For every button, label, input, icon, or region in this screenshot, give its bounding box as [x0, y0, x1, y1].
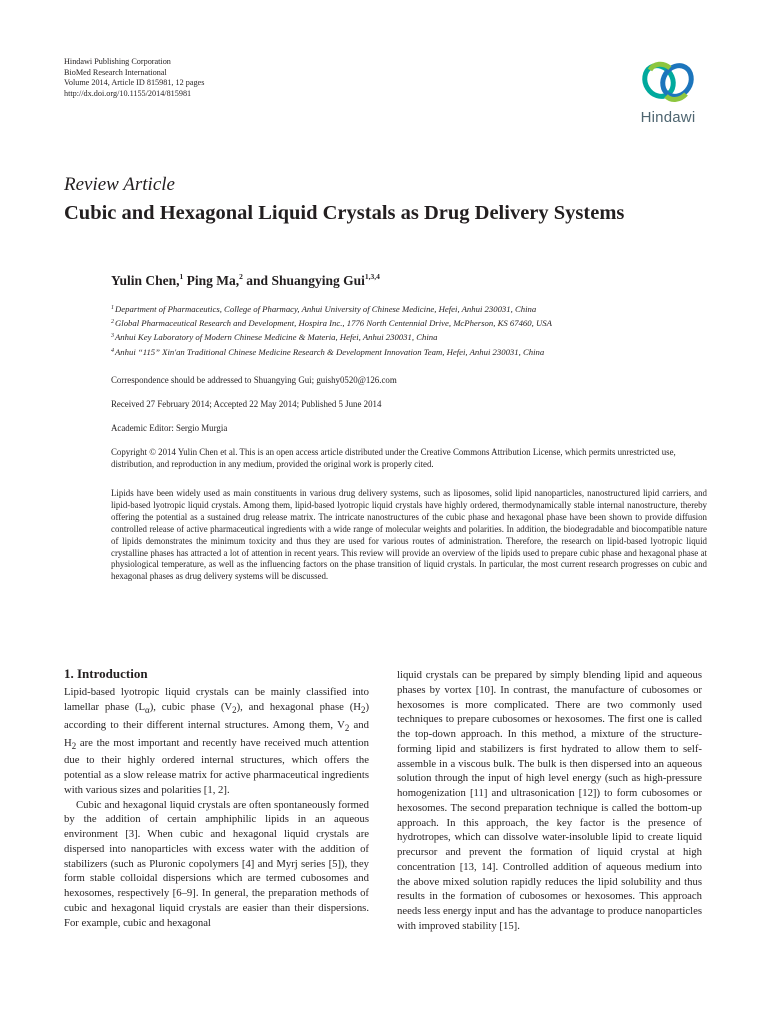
subscript: 2 [360, 704, 366, 715]
subscript: α [145, 704, 150, 715]
body-text: ), and hexagonal phase (H [236, 700, 361, 713]
author-name: Yulin Chen, [111, 273, 180, 288]
affiliation-item [111, 316, 552, 330]
affiliation-number: 2 [111, 319, 114, 326]
right-column [397, 668, 702, 934]
affiliation-item [111, 330, 552, 344]
affiliation-item [111, 302, 552, 316]
body-text: ) according to their different internal structures. Among them, V [64, 700, 369, 731]
correspondence-note: Correspondence should be addressed to Shuangying Gui; guishy0520@126.com [111, 375, 397, 385]
affiliation-text: Department of Pharmaceutics, College of Pharmacy, Anhui University of Chinese Medicine, Hefei, Anhui 230031, China [115, 304, 537, 314]
author-list [111, 272, 380, 289]
subscript: 2 [232, 704, 237, 715]
author-affiliation-ref[interactable]: 2 [239, 272, 243, 281]
publication-dates: Received 27 February 2014; Accepted 22 May 2014; Published 5 June 2014 [111, 399, 382, 409]
affiliation-number: 3 [111, 333, 114, 340]
abstract-text: Lipids have been widely used as main constituents in various drug delivery systems, such as liposomes, solid lipid nanoparticles, nanostructured lipid carriers, and lipid-based lyotropic liquid crystals. Among them, lipid-based lyotropic liquid crystals have highly ordered, thermodynamically stable internal nanostructure, thereby offering the potential as a sustained drug release matrix. The intricate nanostructures of the cubic phase and hexagonal phase have been shown to provide diffusion controlled release of active pharmaceutical ingredients with a wide range of molecular weights and polarities. In addition, the biodegradable and biocompatible nature of lipids demonstrates the minimum toxicity and thus they are used for various routes of administration. Therefore, the research on lipid-based lyotropic liquid crystalline phases has attracted a lot of attention in recent years. This review will provide an overview of the lipids used to prepare cubic phase and hexagonal phase at physiological temperature, as well as the influencing factors on the phase transition of liquid crystals. In particular, the most current research progresses on cubic and hexagonal phases as drug delivery systems will be discussed. [111, 488, 707, 582]
intro-paragraph-1 [64, 685, 369, 798]
article-title: Cubic and Hexagonal Liquid Crystals as Drug Delivery Systems [64, 202, 625, 224]
academic-editor: Academic Editor: Sergio Murgia [111, 423, 228, 433]
subscript: 2 [344, 722, 350, 733]
publisher-name: Hindawi Publishing Corporation [64, 57, 171, 66]
intro-paragraph-3: liquid crystals can be prepared by simply blending lipid and aqueous phases by vortex [10]. In contrast, the manufacture of cubosomes or hexosomes is more complicated. There are two commonly used techniques to prepare cubosomes or hexosomes. The first one is called the top-down approach. In this method, a mixture of the structure-forming lipid and stabilizers is first hydrated to allow them to self-assemble in a viscous bulk. The bulk is then dispersed into an aqueous solution through the input of high level energy (such as high-pressure homogenization [11] and ultrasonication [12]) to form cubosomes or hexosomes. The second preparation technique is called the bottom-up approach. In this approach, the key factor is the presence of hydrotropes, which can dissolve water-insoluble lipid to create liquid precursor and prevent the formation of liquid crystal at high concentration [13, 14]. Controlled addition of aqueous medium into the above mixed solution rapidly reduces the lipid solubility and thus results in the formation of cubosomes or hexosomes. This approach needs less energy input and has the advantage to produce nanoparticles with improved stability [15]. [397, 669, 702, 932]
author-name: and Shuangying Gui [242, 273, 365, 288]
affiliation-list [111, 302, 552, 359]
author-affiliation-ref[interactable]: 1,3,4 [364, 272, 380, 281]
affiliation-text: Global Pharmaceutical Research and Development, Hospira Inc., 1776 North Centennial Drive, McPherson, KS 67460, USA [115, 318, 552, 329]
affiliation-item [111, 345, 552, 359]
intro-paragraph-2: Cubic and hexagonal liquid crystals are often spontaneously formed by the addition of certain amphiphilic lipids in an aqueous environment [3]. When cubic and hexagonal liquid crystals are dispersed into nanoparticles with excess water with the addition of stabilizers (such as Pluronic copolymers [4] and Myrj series [5]), they form stable colloidal dispersions which are termed cubosomes and hexosomes, respectively [6–9]. In general, the preparation methods of cubic and hexagonal liquid crystals are easier than their dispersions. For example, cubic and hexagonal [64, 798, 369, 929]
hindawi-rings-icon [628, 58, 708, 106]
body-text: are the most important and recently have received much attention due to their highly ordered internal structures, which offers the potential as a slow release matrix for active pharmaceutical ingredients with various sizes and polarities [1, 2]. [64, 736, 369, 796]
journal-name: BioMed Research International [64, 67, 167, 77]
affiliation-text: Anhui Key Laboratory of Modern Chinese Medicine & Materia, Hefei, Anhui 230031, China [115, 332, 438, 343]
affiliation-number: 1 [111, 305, 114, 311]
body-text: Lipid-based lyotropic liquid crystals can be mainly classified into lamellar phase (L [64, 686, 369, 713]
volume-info: Volume 2014, Article ID 815981, 12 pages [64, 78, 205, 88]
section-heading: 1. Introduction [64, 666, 148, 681]
hindawi-wordmark: Hindawi [640, 109, 696, 126]
copyright-notice: Copyright © 2014 Yulin Chen et al. This is an open access article distributed under the Creative Commons Attribution License, which permits unrestricted use, distribution, and reproduction in any medium, provided the original work is properly cited. [111, 447, 676, 470]
hindawi-logo [628, 58, 708, 136]
body-text: ), cubic phase (V [149, 700, 233, 713]
article-type: Review Article [64, 174, 175, 195]
body-text: and H [64, 718, 369, 749]
affiliation-text: Anhui “115” Xin'an Traditional Chinese Medicine Research & Development Innovation Team, Hefei, Anhui 230031, China [115, 346, 545, 357]
author-affiliation-ref[interactable]: 1 [179, 272, 184, 281]
subscript: 2 [71, 740, 77, 751]
affiliation-number: 4 [111, 347, 114, 354]
journal-masthead [64, 57, 204, 99]
author-name: Ping Ma, [183, 273, 240, 288]
left-column [64, 685, 369, 930]
doi-link[interactable]: http://dx.doi.org/10.1155/2014/815981 [64, 88, 192, 98]
